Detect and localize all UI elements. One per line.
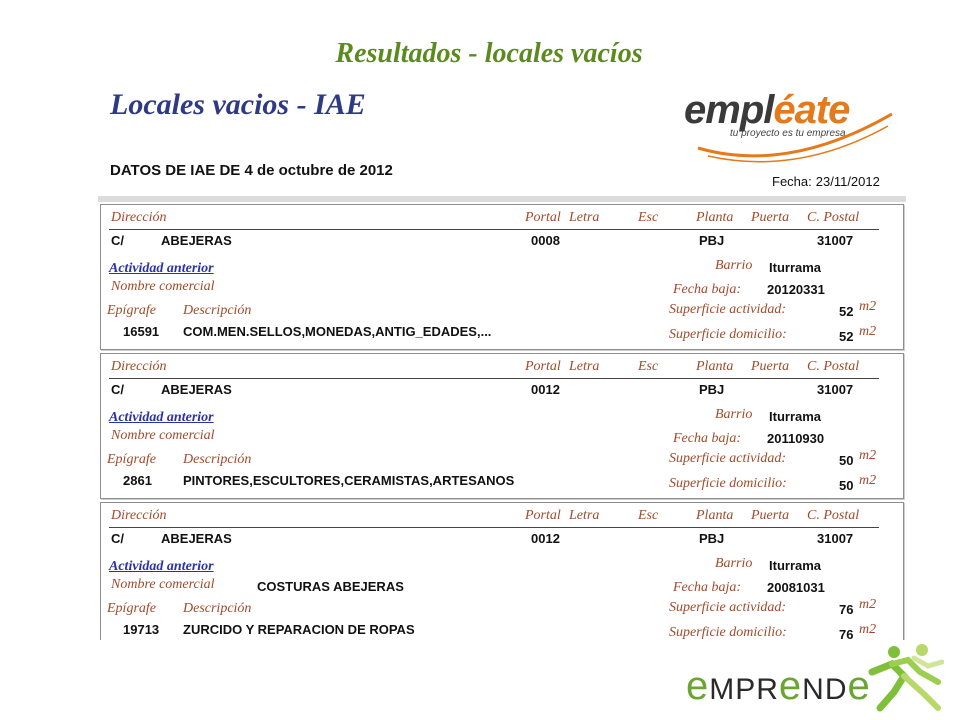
value-planta: PBJ bbox=[699, 382, 725, 397]
unit-label: m2 bbox=[859, 622, 877, 637]
value-sup-domicilio: 50 bbox=[839, 478, 854, 493]
report-date: Fecha: 23/11/2012 bbox=[772, 174, 880, 189]
label-epigrafe: Epígrafe bbox=[107, 303, 156, 318]
label-c-postal: C. Postal bbox=[807, 508, 860, 523]
label-superficie-actividad: Superficie actividad: bbox=[669, 302, 787, 317]
value-epigrafe: 16591 bbox=[123, 324, 160, 339]
label-c-postal: C. Postal bbox=[807, 210, 860, 225]
value-nombre-comercial: COSTURAS ABEJERAS bbox=[257, 579, 404, 594]
value-c-postal: 31007 bbox=[817, 233, 854, 248]
slide-title: Resultados - locales vacíos bbox=[335, 38, 643, 69]
value-barrio: Iturrama bbox=[769, 558, 822, 573]
value-planta: PBJ bbox=[699, 531, 725, 546]
emprende-logo bbox=[686, 642, 948, 716]
label-superficie-domicilio: Superficie domicilio: bbox=[669, 476, 787, 491]
label-barrio: Barrio bbox=[715, 258, 753, 273]
label-superficie-actividad: Superficie actividad: bbox=[669, 600, 787, 615]
header-rule bbox=[109, 378, 879, 379]
label-puerta: Puerta bbox=[751, 210, 790, 225]
label-nombre-comercial: Nombre comercial bbox=[111, 279, 215, 294]
value-fecha-baja: 20110930 bbox=[767, 431, 825, 446]
unit-label: m2 bbox=[859, 324, 877, 339]
label-epigrafe: Epígrafe bbox=[107, 452, 156, 467]
datos-heading: DATOS DE IAE DE 4 de octubre de 2012 bbox=[110, 162, 393, 179]
unit-label: m2 bbox=[859, 473, 877, 488]
label-superficie-domicilio: Superficie domicilio: bbox=[669, 327, 787, 342]
actividad-anterior-link[interactable]: Actividad anterior bbox=[109, 261, 214, 276]
value-sup-domicilio: 52 bbox=[839, 329, 854, 344]
label-letra: Letra bbox=[569, 210, 600, 225]
value-calle: ABEJERAS bbox=[161, 531, 232, 546]
label-direccion: Dirección bbox=[111, 359, 167, 374]
label-portal: Portal bbox=[525, 210, 561, 225]
value-tipo: C/ bbox=[111, 382, 124, 397]
value-sup-actividad: 50 bbox=[839, 453, 854, 468]
label-planta: Planta bbox=[696, 359, 734, 374]
label-portal: Portal bbox=[525, 359, 561, 374]
label-esc: Esc bbox=[638, 210, 659, 225]
value-descripcion: COM.MEN.SELLOS,MONEDAS,ANTIG_EDADES,... bbox=[183, 324, 492, 339]
iae-record bbox=[100, 502, 904, 640]
header-rule bbox=[109, 527, 879, 528]
emprende-wordmark: eMPReNDe bbox=[686, 664, 871, 708]
iae-record bbox=[100, 204, 904, 350]
value-sup-domicilio: 76 bbox=[839, 627, 854, 640]
label-barrio: Barrio bbox=[715, 556, 753, 571]
value-descripcion: ZURCIDO Y REPARACION DE ROPAS bbox=[183, 622, 415, 637]
value-portal: 0012 bbox=[531, 382, 560, 397]
iae-record bbox=[100, 353, 904, 499]
value-tipo: C/ bbox=[111, 531, 124, 546]
value-planta: PBJ bbox=[699, 233, 725, 248]
iae-document bbox=[98, 84, 906, 640]
actividad-anterior-link[interactable]: Actividad anterior bbox=[109, 559, 214, 574]
label-barrio: Barrio bbox=[715, 407, 753, 422]
value-sup-actividad: 52 bbox=[839, 304, 854, 319]
label-portal: Portal bbox=[525, 508, 561, 523]
value-portal: 0012 bbox=[531, 531, 560, 546]
label-direccion: Dirección bbox=[111, 210, 167, 225]
value-c-postal: 31007 bbox=[817, 531, 854, 546]
label-descripcion: Descripción bbox=[183, 452, 252, 467]
label-letra: Letra bbox=[569, 359, 600, 374]
logo-tagline: tu proyecto es tu empresa bbox=[730, 128, 846, 139]
label-planta: Planta bbox=[696, 210, 734, 225]
label-planta: Planta bbox=[696, 508, 734, 523]
label-superficie-actividad: Superficie actividad: bbox=[669, 451, 787, 466]
unit-label: m2 bbox=[859, 448, 877, 463]
label-letra: Letra bbox=[569, 508, 600, 523]
label-puerta: Puerta bbox=[751, 359, 790, 374]
value-fecha-baja: 20120331 bbox=[767, 282, 825, 297]
value-calle: ABEJERAS bbox=[161, 382, 232, 397]
logo-wordmark: empléate bbox=[684, 88, 850, 132]
value-sup-actividad: 76 bbox=[839, 602, 854, 617]
unit-label: m2 bbox=[859, 299, 877, 314]
value-epigrafe: 2861 bbox=[123, 473, 152, 488]
value-barrio: Iturrama bbox=[769, 260, 822, 275]
label-fecha-baja: Fecha baja: bbox=[673, 431, 742, 446]
value-fecha-baja: 20081031 bbox=[767, 580, 825, 595]
label-descripcion: Descripción bbox=[183, 303, 252, 318]
running-figures-icon bbox=[864, 642, 944, 712]
label-fecha-baja: Fecha baja: bbox=[673, 580, 742, 595]
label-nombre-comercial: Nombre comercial bbox=[111, 577, 215, 592]
header-rule bbox=[109, 229, 879, 230]
logo-swoosh-icon bbox=[678, 86, 900, 170]
empleate-logo bbox=[678, 86, 900, 170]
label-direccion: Dirección bbox=[111, 508, 167, 523]
value-tipo: C/ bbox=[111, 233, 124, 248]
label-descripcion: Descripción bbox=[183, 601, 252, 616]
label-c-postal: C. Postal bbox=[807, 359, 860, 374]
header-divider bbox=[98, 196, 906, 202]
value-c-postal: 31007 bbox=[817, 382, 854, 397]
label-esc: Esc bbox=[638, 508, 659, 523]
label-puerta: Puerta bbox=[751, 508, 790, 523]
label-epigrafe: Epígrafe bbox=[107, 601, 156, 616]
document-title: Locales vacios - IAE bbox=[110, 88, 366, 121]
value-epigrafe: 19713 bbox=[123, 622, 160, 637]
value-barrio: Iturrama bbox=[769, 409, 822, 424]
label-superficie-domicilio: Superficie domicilio: bbox=[669, 625, 787, 640]
label-fecha-baja: Fecha baja: bbox=[673, 282, 742, 297]
unit-label: m2 bbox=[859, 597, 877, 612]
label-nombre-comercial: Nombre comercial bbox=[111, 428, 215, 443]
value-portal: 0008 bbox=[531, 233, 560, 248]
value-descripcion: PINTORES,ESCULTORES,CERAMISTAS,ARTESANOS bbox=[183, 473, 515, 488]
label-esc: Esc bbox=[638, 359, 659, 374]
value-calle: ABEJERAS bbox=[161, 233, 232, 248]
actividad-anterior-link[interactable]: Actividad anterior bbox=[109, 410, 214, 425]
